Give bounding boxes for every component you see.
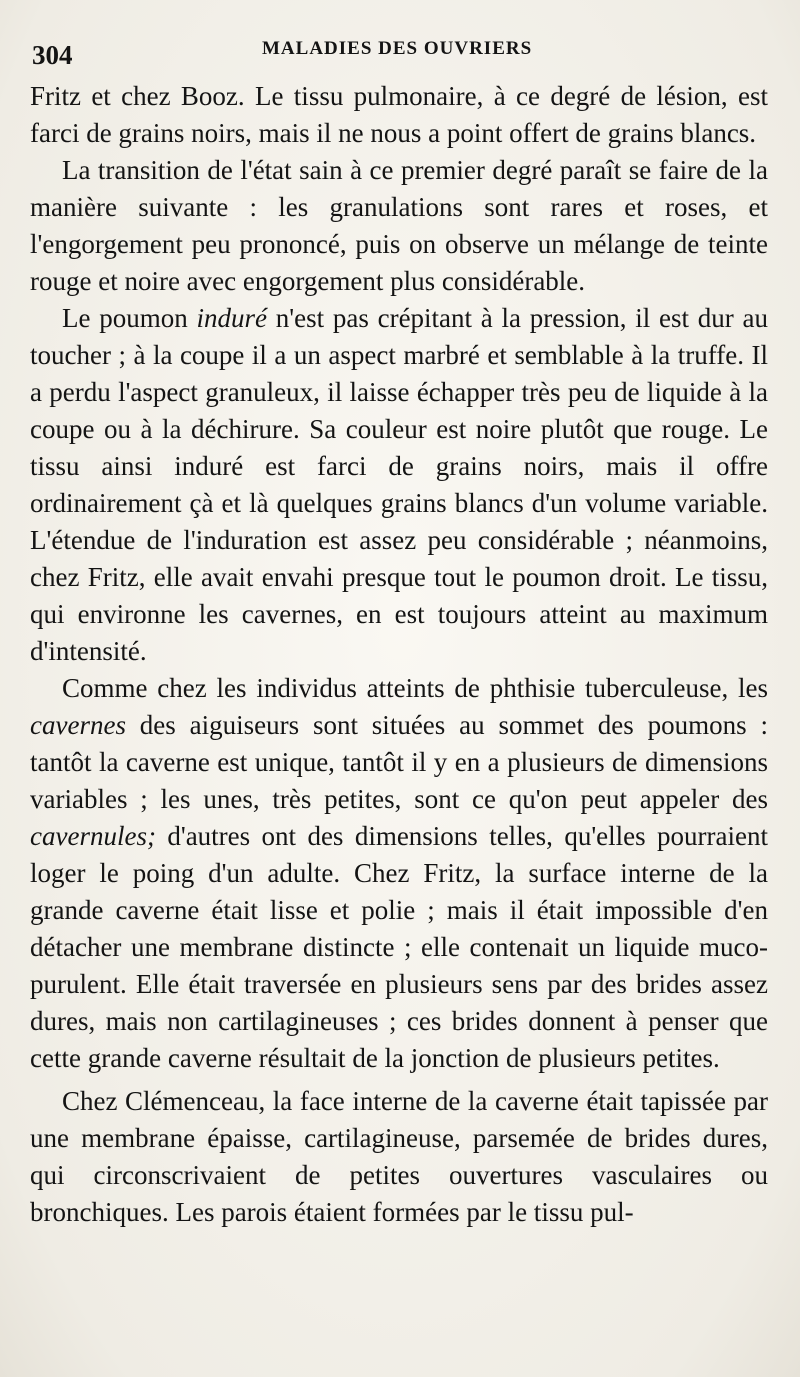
paragraph-text: Comme chez les individus atteints de phthisie tuberculeuse, les [62, 673, 768, 703]
paragraph-text: Le poumon [62, 303, 197, 333]
italic-term: cavernules; [30, 821, 156, 851]
running-head: MALADIES DES OUVRIERS [262, 38, 533, 59]
paragraph-text: Fritz et chez Booz. Le tissu pulmonaire, à ce degré de lésion, est farci de grains noirs, mais il ne nous a point offert de grains blancs. [30, 81, 768, 148]
page-header [32, 34, 772, 74]
paragraph-4 [30, 670, 768, 1077]
paragraph-text: des aiguiseurs sont situées au sommet des poumons : tantôt la caverne est unique, tantôt il y en a plusieurs de dimensions variables ; les unes, très petites, sont ce qu'on peut appeler des [30, 710, 768, 814]
italic-term: cavernes [30, 710, 126, 740]
paragraph-text: La transition de l'état sain à ce premier degré paraît se faire de la manière suivante : les granulations sont rares et roses, et l'engorgement peu prononcé, puis on observe un mélange de teinte rouge et noire avec engorgement plus considérable. [30, 155, 768, 296]
paragraph-text: n'est pas crépitant à la pression, il est dur au toucher ; à la coupe il a un aspect marbré et semblable à la truffe. Il a perdu l'aspect granuleux, il laisse échapper très peu de liquide à la coupe ou à la déchirure. Sa couleur est noire plutôt que rouge. Le tissu ainsi induré est farci de grains noirs, mais il offre ordinairement çà et là quelques grains blancs d'un volume variable. L'étendue de l'induration est assez peu considérable ; néanmoins, chez Fritz, elle avait envahi presque tout le poumon droit. Le tissu, qui environne les cavernes, en est toujours atteint au maximum d'intensité. [30, 303, 768, 666]
italic-term: induré [196, 303, 267, 333]
paragraph-3 [30, 300, 768, 670]
body-text [30, 78, 768, 1231]
paragraph-1 [30, 78, 768, 152]
paragraph-text: Chez Clémenceau, la face interne de la caverne était tapissée par une membrane épaisse, cartilagineuse, parsemée de brides dures, qui circonscrivaient de petites ouvertures vasculaires ou bronchiques. Les parois étaient formées par le tissu pul- [30, 1086, 768, 1227]
page-number: 304 [32, 40, 73, 70]
paragraph-5 [30, 1083, 768, 1231]
paragraph-text: d'autres ont des dimensions telles, qu'elles pourraient loger le poing d'un adulte. Chez Fritz, la surface interne de la grande caverne était lisse et polie ; mais il était impossible d'en détacher une membrane distincte ; elle contenait un liquide muco-purulent. Elle était traversée en plusieurs sens par des brides assez dures, mais non cartilagineuses ; ces brides donnent à penser que cette grande caverne résultait de la jonction de plusieurs petites. [30, 821, 768, 1073]
paragraph-2 [30, 152, 768, 300]
